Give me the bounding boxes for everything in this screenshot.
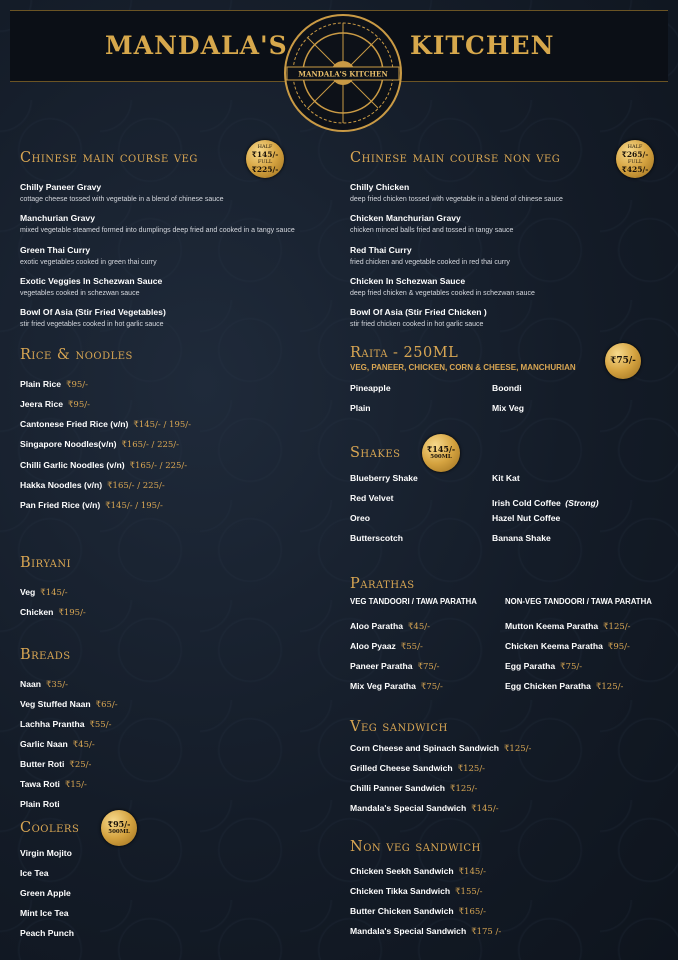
brand-title-right: KITCHEN	[410, 31, 555, 60]
list-item: Egg Paratha ₹75/-	[505, 661, 583, 672]
list-item: Plain Rice ₹95/-	[20, 379, 89, 390]
brand-title-left: MANDALA'S	[105, 31, 288, 60]
list-item: Plain Roti	[20, 799, 60, 809]
section-title-breads: Breads	[20, 647, 71, 663]
list-item: Lachha Prantha ₹55/-	[20, 719, 112, 730]
list-item: Hazel Nut Coffee	[492, 513, 561, 523]
list-item: Jeera Rice ₹95/-	[20, 399, 90, 410]
list-item: Chilly Paneer Gravy cottage cheese tossed with vegetable in a blend of chinese sauce	[20, 182, 224, 203]
list-item: Butter Chicken Sandwich ₹165/-	[350, 906, 486, 917]
list-item: Naan ₹35/-	[20, 679, 68, 690]
section-title-parathas: Parathas	[350, 576, 415, 592]
raita-subtitle: VEG, PANEER, CHICKEN, CORN & CHEESE, MANCHURIAN	[350, 363, 576, 372]
list-item: Chicken Seekh Sandwich ₹145/-	[350, 866, 487, 877]
list-item: Cantonese Fried Rice (v/n) ₹145/- / 195/-	[20, 419, 192, 430]
list-item: Kit Kat	[492, 473, 520, 483]
list-item: Boondi	[492, 383, 522, 393]
list-item: Pineapple	[350, 383, 391, 393]
list-item: Blueberry Shake	[350, 473, 418, 483]
list-item: Chilli Panner Sandwich ₹125/-	[350, 783, 478, 794]
list-item: Exotic Veggies In Schezwan Sauce vegetables cooked in schezwan sauce	[20, 276, 163, 297]
logo-text: MANDALA'S KITCHEN	[298, 69, 388, 79]
list-item: Virgin Mojito	[20, 848, 72, 858]
section-title-coolers: Coolers	[20, 820, 80, 836]
list-item: Bowl Of Asia (Stir Fried Vegetables) stir fried vegetables cooked in hot garlic sauce	[20, 307, 166, 328]
section-title-chinese-veg: Chinese main course veg	[20, 150, 198, 166]
price-badge-shakes: ₹145/- 500ML	[422, 434, 460, 472]
list-item: Chilly Chicken deep fried chicken tossed with vegetable in a blend of chinese sauce	[350, 182, 563, 203]
mandala-logo	[283, 13, 403, 133]
list-item: Green Thai Curry exotic vegetables cooked in green thai curry	[20, 245, 157, 266]
list-item: Banana Shake	[492, 533, 551, 543]
list-item: Mandala's Special Sandwich ₹145/-	[350, 803, 499, 814]
price-badge-coolers: ₹95/- 500ML	[101, 810, 137, 846]
nonveg-paratha-heading: NON-VEG TANDOORI / TAWA PARATHA	[505, 597, 652, 606]
list-item: Aloo Pyaaz ₹55/-	[350, 641, 423, 652]
section-title-rice: Rice & noodles	[20, 347, 133, 363]
section-title-raita: Raita - 250ML	[350, 345, 459, 361]
list-item: Grilled Cheese Sandwich ₹125/-	[350, 763, 486, 774]
list-item: Green Apple	[20, 888, 71, 898]
list-item: Bowl Of Asia (Stir Fried Chicken ) stir fried chicken cooked in hot garlic sauce	[350, 307, 487, 328]
price-badge-chinese-nonveg: HALF ₹265/- FULL ₹425/-	[616, 140, 654, 178]
list-item: Mandala's Special Sandwich ₹175 /-	[350, 926, 502, 937]
list-item: Oreo	[350, 513, 371, 523]
list-item: Peach Punch	[20, 928, 74, 938]
list-item: Aloo Paratha ₹45/-	[350, 621, 430, 632]
list-item: Chicken Keema Paratha ₹95/-	[505, 641, 630, 652]
list-item: Tawa Roti ₹15/-	[20, 779, 87, 790]
veg-paratha-heading: VEG TANDOORI / TAWA PARATHA	[350, 597, 477, 606]
list-item: Paneer Paratha ₹75/-	[350, 661, 440, 672]
list-item: Pan Fried Rice (v/n) ₹145/- / 195/-	[20, 500, 163, 511]
section-title-shakes: Shakes	[350, 445, 401, 461]
price-badge-chinese-veg: HALF ₹145/- FULL ₹225/-	[246, 140, 284, 178]
section-title-nonveg-sandwich: Non veg sandwich	[350, 839, 481, 855]
list-item: Chicken In Schezwan Sauce deep fried chicken & vegetables cooked in schezwan sauce	[350, 276, 535, 297]
section-title-chinese-nonveg: Chinese main course non veg	[350, 150, 561, 166]
list-item: Veg ₹145/-	[20, 587, 68, 598]
section-title-biryani: Biryani	[20, 555, 72, 571]
list-item: Butterscotch	[350, 533, 404, 543]
list-item: Chicken Manchurian Gravy chicken minced balls fried and tossed in tangy sauce	[350, 213, 514, 234]
list-item: Egg Chicken Paratha ₹125/-	[505, 681, 624, 692]
list-item: Mutton Keema Paratha ₹125/-	[505, 621, 631, 632]
list-item: Manchurian Gravy mixed vegetable steamed formed into dumplings deep fried and cooked in a tangy sauce	[20, 213, 295, 234]
list-item: Mix Veg Paratha ₹75/-	[350, 681, 443, 692]
list-item: Red Thai Curry fried chicken and vegetable cooked in red thai curry	[350, 245, 510, 266]
list-item: Ice Tea	[20, 868, 49, 878]
list-item: Plain	[350, 403, 371, 413]
list-item: Veg Stuffed Naan ₹65/-	[20, 699, 118, 710]
list-item: Hakka Noodles (v/n) ₹165/- / 225/-	[20, 480, 165, 491]
list-item: Butter Roti ₹25/-	[20, 759, 92, 770]
list-item: Chicken ₹195/-	[20, 607, 86, 618]
list-item: Red Velvet	[350, 493, 394, 503]
list-item: Chicken Tikka Sandwich ₹155/-	[350, 886, 483, 897]
price-badge-raita: ₹75/-	[605, 343, 641, 379]
list-item: Chilli Garlic Noodles (v/n) ₹165/- / 225/-	[20, 460, 188, 471]
list-item: Singapore Noodles(v/n) ₹165/- / 225/-	[20, 439, 180, 450]
section-title-veg-sandwich: Veg sandwich	[350, 719, 448, 735]
list-item: Mix Veg	[492, 403, 524, 413]
list-item: Corn Cheese and Spinach Sandwich ₹125/-	[350, 743, 532, 754]
list-item: Garlic Naan ₹45/-	[20, 739, 95, 750]
list-item: Mint Ice Tea	[20, 908, 69, 918]
list-item: Irish Cold Coffee (Strong)	[492, 498, 599, 508]
